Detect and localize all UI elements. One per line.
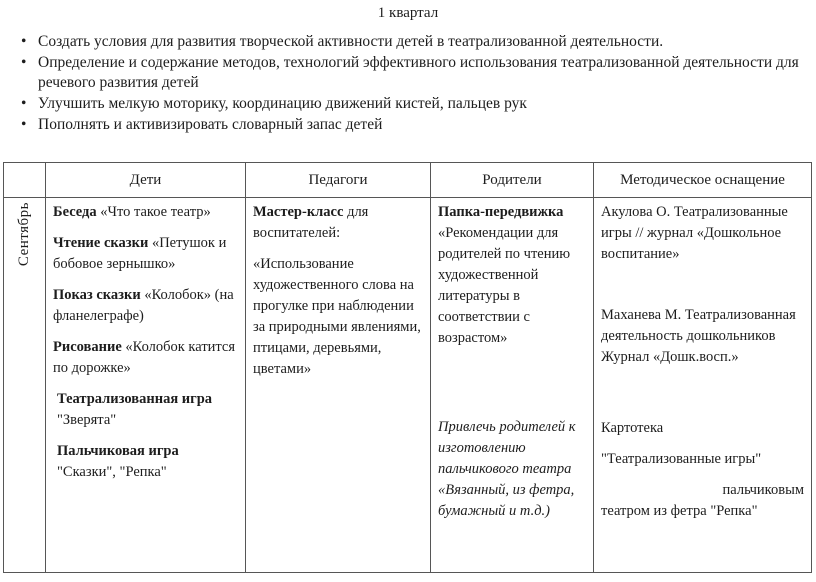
activity-type: Театрализованная игра bbox=[57, 391, 213, 407]
month-cell bbox=[4, 198, 46, 573]
card-index-title: "Театрализованные игры" bbox=[601, 451, 762, 467]
activity-type: Беседа bbox=[53, 204, 97, 220]
activity-text: "Зверята" bbox=[57, 412, 117, 428]
activity-item bbox=[438, 202, 586, 349]
header-teachers: Педагоги bbox=[246, 163, 431, 198]
teachers-cell bbox=[246, 198, 431, 573]
children-cell bbox=[46, 198, 246, 573]
activity-type: Мастер-класс bbox=[253, 204, 344, 220]
table-row bbox=[4, 198, 812, 573]
activity-item bbox=[253, 202, 423, 244]
header-methodical: Методическое оснащение bbox=[594, 163, 812, 198]
activity-text: «Петушок и бобовое зернышко» bbox=[53, 235, 227, 272]
methodical-cell bbox=[594, 198, 812, 573]
activity-text: «Колобок катится по дорожке» bbox=[53, 339, 236, 376]
card-index-label: Картотека bbox=[601, 420, 664, 436]
reference-item: Маханева М. Театрализованная деятельность дошкольников Журнал «Дошк.восп.» bbox=[601, 307, 796, 365]
goal-item bbox=[38, 115, 812, 135]
activity-type: Показ сказки bbox=[53, 287, 141, 303]
activity-item bbox=[53, 389, 238, 431]
tail-line-right: пальчиковым bbox=[722, 482, 804, 498]
tail-line-left: театром из фетра "Репка" bbox=[601, 503, 758, 519]
activity-type: Пальчиковая игра bbox=[57, 443, 179, 459]
goal-item bbox=[38, 94, 812, 114]
parents-note: Привлечь родителей к изготовлению пальчикового театра «Вязанный, из фетра, бумажный и т.д.) bbox=[438, 419, 576, 519]
table-header-row bbox=[4, 163, 812, 198]
activity-item: «Использование художественного слова на прогулке при наблюдении за природными явлениями, птицами, деревьями, цветами» bbox=[253, 256, 421, 377]
goal-text: Пополнять и активизировать словарный запас детей bbox=[38, 116, 383, 133]
goal-item bbox=[38, 53, 812, 93]
schedule-table bbox=[3, 162, 812, 573]
goal-item bbox=[38, 32, 812, 52]
activity-item bbox=[53, 337, 238, 379]
page-title: 1 квартал bbox=[377, 5, 439, 21]
activity-item bbox=[53, 285, 238, 327]
header-children: Дети bbox=[46, 163, 246, 198]
activity-type: Папка-передвижка bbox=[438, 204, 564, 220]
activity-item bbox=[53, 202, 238, 223]
activity-type: Чтение сказки bbox=[53, 235, 149, 251]
goal-text: Создать условия для развития творческой активности детей в театрализованной деятельности. bbox=[38, 33, 664, 50]
activity-text: для воспитателей: bbox=[253, 204, 369, 241]
activity-text: «Рекомендации для родителей по чтению художественной литературы в соответствии с возрастом» bbox=[438, 225, 571, 346]
parents-cell bbox=[431, 198, 594, 573]
goal-text: Улучшить мелкую моторику, координацию движений кистей, пальцев рук bbox=[38, 95, 527, 112]
reference-item: Акулова О. Театрализованные игры // журнал «Дошкольное воспитание» bbox=[601, 204, 788, 262]
goal-text: Определение и содержание методов, технологий эффективного использования театрализованной деятельности для речевого развития детей bbox=[38, 54, 799, 91]
activity-text: «Что такое театр» bbox=[100, 204, 211, 220]
activity-item bbox=[53, 441, 238, 483]
month-label: Сентябрь bbox=[16, 202, 32, 267]
activity-text: «Колобок» (на фланелеграфе) bbox=[53, 287, 234, 324]
header-month bbox=[4, 163, 46, 198]
activity-item bbox=[53, 233, 238, 275]
activity-text: "Сказки", "Репка" bbox=[57, 464, 167, 480]
activity-type: Рисование bbox=[53, 339, 122, 355]
header-parents: Родители bbox=[431, 163, 594, 198]
goals-list bbox=[0, 32, 816, 135]
